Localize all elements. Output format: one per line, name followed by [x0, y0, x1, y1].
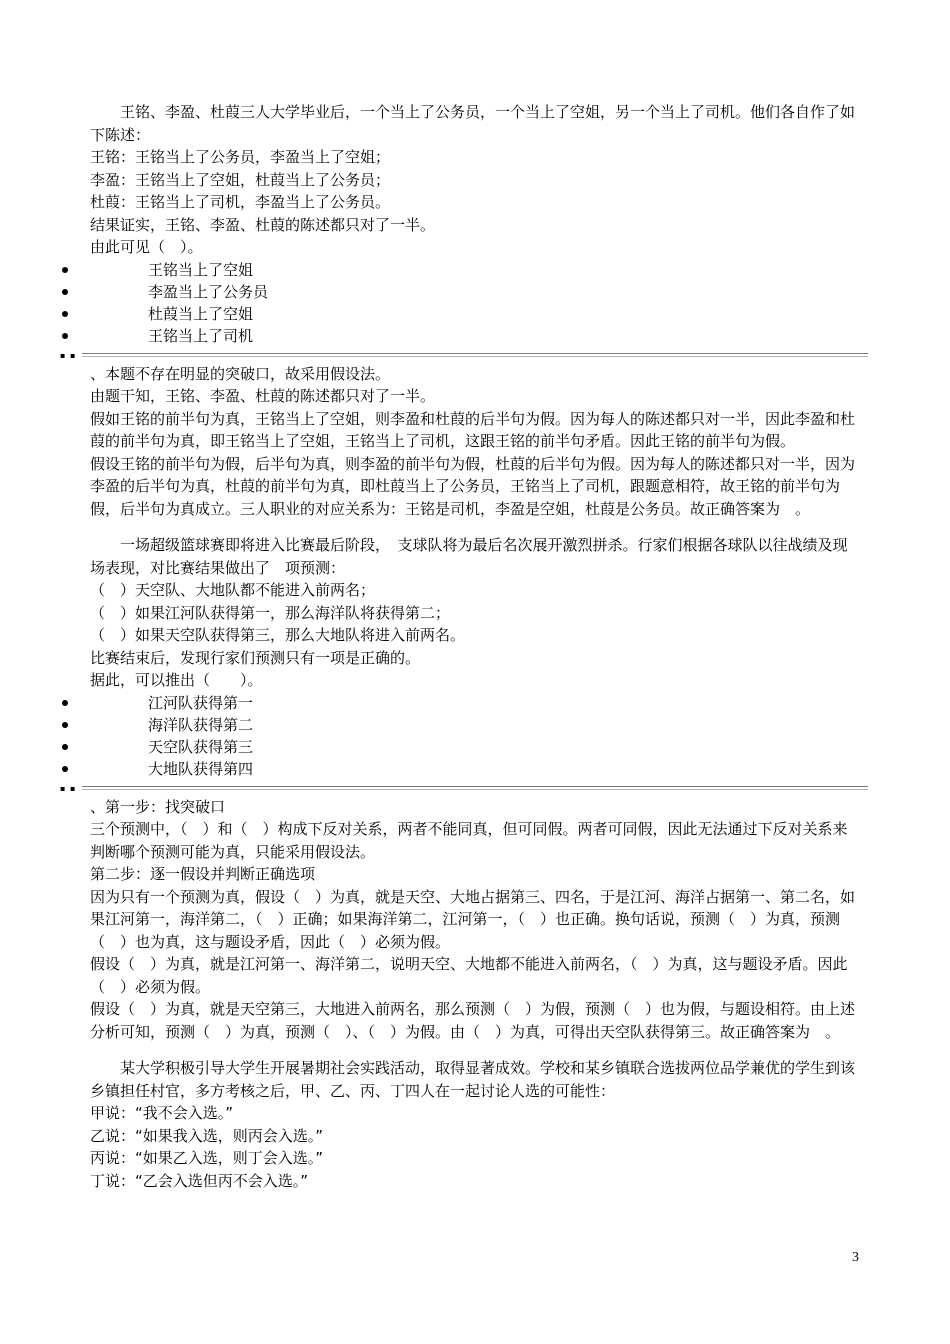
- divider-rule: [82, 353, 868, 357]
- a1-line: 假设王铭的前半句为假，后半句为真，则李盈的前半句为假，杜葭的后半句为假。因为每人的陈述都只对一半，因为李盈的后半句为真，杜葭的前半句为真，即杜葭当上了公务员，王铭当上了司机，跟题意相符，故王铭的前半句为假，后半句为真成立。三人职业的对应关系为：王铭是司机，李盈是空姐，杜葭是公务员。故正确答案为 。: [90, 454, 856, 518]
- q1-option[interactable]: 李盈当上了公务员: [90, 281, 862, 303]
- bullet-icon: [62, 700, 68, 706]
- q1-statement: 王铭：王铭当上了公务员，李盈当上了空姐；: [90, 148, 391, 166]
- divider-marks: ▪ ▪: [60, 783, 77, 793]
- q2-options: [90, 692, 862, 780]
- q2-option[interactable]: 江河队获得第一: [90, 692, 862, 714]
- q2-option[interactable]: 大地队获得第四: [90, 758, 862, 780]
- bullet-icon: [62, 267, 68, 273]
- bullet-icon: [62, 333, 68, 339]
- answer-divider: [60, 347, 868, 363]
- q3-statement: 丙说：“如果乙入选，则丁会入选。”: [90, 1149, 324, 1167]
- q1-statement: 杜葭：王铭当上了司机，李盈当上了公务员。: [90, 193, 391, 211]
- answer-divider: [60, 780, 868, 796]
- spacer: [90, 1043, 862, 1057]
- q1-stem: 王铭、李盈、杜葭三人大学毕业后，一个当上了公务员，一个当上了空姐，另一个当上了司机。他们各自作了如下陈述：: [90, 103, 856, 144]
- bullet-icon: [62, 744, 68, 750]
- q2-prediction: （ ）如果江河队获得第一，那么海洋队将获得第二；: [90, 603, 451, 622]
- a2-line: 因为只有一个预测为真，假设（ ）为真，就是天空、大地占据第三、四名，于是江河、海洋占据第一、第二名，如果江河第一，海洋第二，（ ）正确；如果海洋第二，江河第一，（ ）也正确。换句话说，预测（ ）为真，预测（ ）也为真，这与题设矛盾，因此（ ）必须为假。: [90, 887, 856, 951]
- divider-marks: ▪ ▪: [60, 350, 77, 360]
- q1-ask: 由此可见（ ）。: [90, 238, 203, 256]
- q1-statement: 李盈：王铭当上了空姐，杜葭当上了公务员；: [90, 170, 391, 189]
- q2-option[interactable]: 海洋队获得第二: [90, 714, 862, 736]
- page-content: [60, 101, 862, 1192]
- a2-line: 、第一步：找突破口: [90, 797, 226, 816]
- a1-line: 由题干知，王铭、李盈、杜葭的陈述都只对了一半。: [90, 387, 436, 405]
- a1-line: 假如王铭的前半句为真，王铭当上了空姐，则李盈和杜葭的后半句为假。因为每人的陈述都只对一半，因此李盈和杜葭的前半句为真，即王铭当上了空姐，王铭当上了司机，这跟王铭的前半句矛盾。因此王铭的前半句为假。: [90, 409, 856, 450]
- bullet-icon: [62, 722, 68, 728]
- q1-option[interactable]: 杜葭当上了空姐: [90, 303, 862, 325]
- q3-statement: 乙说：“如果我入选，则丙会入选。”: [90, 1126, 324, 1145]
- q2-prediction: （ ）天空队、大地队都不能进入前两名；: [90, 581, 376, 599]
- bullet-icon: [62, 289, 68, 295]
- q1-result: 结果证实，王铭、李盈、杜葭的陈述都只对了一半。: [90, 215, 436, 234]
- a2-line: 三个预测中，（ ）和（ ）构成下反对关系，两者不能同真，但可同假。两者可同假，因此无法通过下反对关系来判断哪个预测可能为真，只能采用假设法。: [90, 820, 848, 861]
- divider-rule: [82, 786, 868, 790]
- bullet-icon: [62, 766, 68, 772]
- q3-stem: 某大学积极引导大学生开展暑期社会实践活动，取得显著成效。学校和某乡镇联合选拔两位品学兼优的学生到该乡镇担任村官，多方考核之后，甲、乙、丙、丁四人在一起讨论人选的可能性：: [90, 1059, 856, 1100]
- q2-option[interactable]: 天空队获得第三: [90, 736, 862, 758]
- page-number: 3: [852, 1250, 859, 1265]
- q2-ask: 据此，可以推出（ ）。: [90, 671, 263, 689]
- bullet-icon: [62, 311, 68, 317]
- a2-line: 假设（ ）为真，就是江河第一、海洋第二，说明天空、大地都不能进入前两名，（ ）为真，这与题设矛盾。因此（ ）必须为假。: [90, 955, 848, 996]
- q3-statement: 丁说：“乙会入选但丙不会入选。”: [90, 1171, 309, 1190]
- spacer: [90, 520, 862, 534]
- q1-options: [90, 259, 862, 347]
- q2-result: 比赛结束后，发现行家们预测只有一项是正确的。: [90, 648, 421, 667]
- q2-prediction: （ ）如果天空队获得第三，那么大地队将进入前两名。: [90, 626, 466, 644]
- q3-statement: 甲说：“我不会入选。”: [90, 1104, 234, 1122]
- q1-option[interactable]: 王铭当上了司机: [90, 325, 862, 347]
- a1-line: 、本题不存在明显的突破口，故采用假设法。: [90, 364, 391, 383]
- a2-line: 假设（ ）为真，就是天空第三，大地进入前两名，那么预测（ ）为假，预测（ ）也为假，与题设相符。由上述分析可知，预测（ ）为真，预测（ ）、（ ）为假。由（ ）为真，可得出天空队获得第三。故正确答案为 。: [90, 1000, 856, 1041]
- q2-stem: 一场超级篮球赛即将进入比赛最后阶段， 支球队将为最后名次展开激烈拼杀。行家们根据各球队以往战绩及现场表现，对比赛结果做出了 项预测：: [90, 536, 848, 577]
- a2-line: 第二步：逐一假设并判断正确选项: [90, 865, 316, 883]
- q1-option[interactable]: 王铭当上了空姐: [90, 259, 862, 281]
